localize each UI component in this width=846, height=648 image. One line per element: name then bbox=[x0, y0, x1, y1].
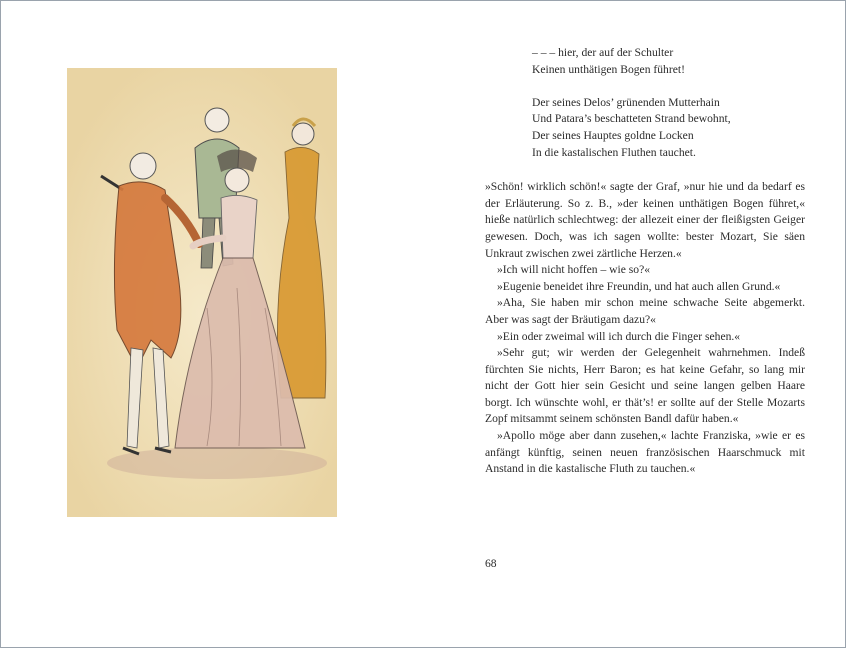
paragraph: »Ich will nicht hoffen – wie so?« bbox=[497, 263, 651, 277]
verse-stanza-2 bbox=[532, 95, 805, 161]
floor-shadow bbox=[107, 447, 327, 479]
paragraph: »Ein oder zweimal will ich durch die Finger sehen.« bbox=[497, 329, 741, 343]
paragraph: »Schön! wirklich schön!« sagte der Graf, »nur hie und da bedarf es der Erläuterung. So z. B., »der keinen unthätigen Bogen führet,« hieße natürlich schlechtweg: der allezeit einer der fleißigsten Geiger gewesen. Doch, was ich sagen wollte: bester Mozart, Sie säen Unkraut zwischen zwei zärtliche Herzen.« bbox=[485, 180, 805, 260]
paragraph: »Aha, Sie haben mir schon meine schwache Seite abgemerkt. Aber was sagt der Bräutigam dazu?« bbox=[485, 296, 805, 326]
paragraph: »Sehr gut; wir werden der Gelegenheit wahrnehmen. Indeß fürchten Sie nichts, Herr Baron; es hat keine Gefahr, so lang mir nicht der Gott hier sein Gesicht und seine langen gelben Haare borgt. Ich wünschte wohl, er thät’s! er sollte auf der Stelle Mozarts Zopf mitsammt seinem schönsten Bandl dafür haben.« bbox=[485, 346, 805, 426]
verse-line: Der seines Delos’ grünenden Mutterhain bbox=[532, 95, 720, 109]
verse-line: Keinen unthätigen Bogen führet! bbox=[532, 62, 685, 76]
verse-stanza-1 bbox=[532, 45, 805, 78]
prose-gap bbox=[485, 161, 805, 179]
paragraph: »Apollo möge aber dann zusehen,« lachte Franziska, »wie er es anfängt künftig, seinen neuen französischen Haarschmuck mit Anstand in die kastalische Fluth zu tauchen.« bbox=[485, 429, 805, 476]
verse-line: Der seines Hauptes goldne Locken bbox=[532, 128, 694, 142]
verse-line: – – – hier, der auf der Schulter bbox=[532, 46, 674, 59]
stanza-gap bbox=[485, 78, 805, 95]
dance-scene-drawing bbox=[67, 68, 337, 517]
illustration bbox=[67, 68, 337, 517]
paragraph: »Eugenie beneidet ihre Freundin, und hat auch allen Grund.« bbox=[497, 279, 781, 293]
verse-line: Und Patara’s beschatteten Strand bewohnt, bbox=[532, 112, 731, 126]
text-page bbox=[485, 45, 805, 478]
page-number: 68 bbox=[485, 557, 497, 570]
verse-line: In die kastalischen Fluthen tauchet. bbox=[532, 145, 696, 159]
